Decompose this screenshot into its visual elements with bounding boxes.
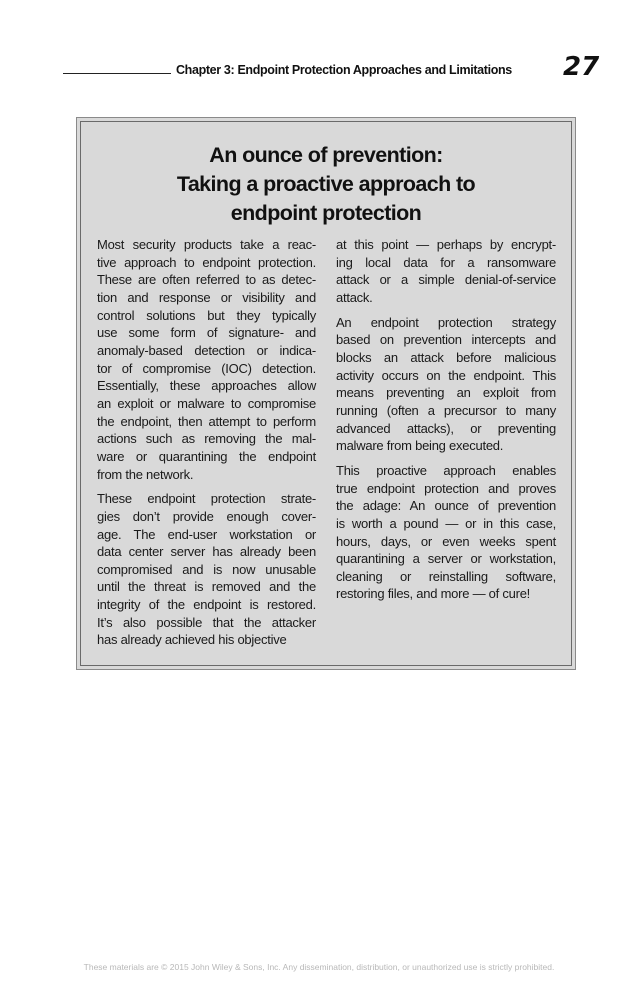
paragraph <box>97 490 316 649</box>
text-line: tor of compromise (IOC) detection. <box>97 360 316 376</box>
sidebar-box <box>77 118 575 669</box>
text-line: ware or quarantining the endpoint <box>97 448 316 464</box>
text-line: gies don’t provide enough cover- <box>97 508 316 524</box>
paragraph <box>336 462 556 603</box>
header-rule <box>63 73 171 74</box>
text-line: running (often a precursor to many <box>336 402 556 418</box>
text-line: activity occurs on the endpoint. This <box>336 367 556 383</box>
text-line: from the network. <box>97 466 194 482</box>
text-line: ing local data for a ransomware <box>336 254 556 270</box>
text-line: an exploit or malware to compromise <box>97 395 316 411</box>
sidebar-title <box>77 141 575 228</box>
text-line: means preventing an exploit from <box>336 385 556 401</box>
text-line: cleaning or reinstalling software, <box>336 568 556 584</box>
sidebar-right-column <box>336 236 556 610</box>
text-line: This proactive approach enables <box>336 462 556 478</box>
text-line: malware from being executed. <box>336 438 504 454</box>
sidebar-title-line: An ounce of prevention: <box>209 143 443 167</box>
paragraph <box>336 314 556 455</box>
text-line: These are often referred to as detec- <box>97 272 316 288</box>
copyright-footer: These materials are © 2015 John Wiley & Sons, Inc. Any dissemination, distribution, or unauthorized use is strictly prohibited. <box>83 962 555 972</box>
text-line: quarantining a server or workstation, <box>336 551 556 567</box>
text-line: based on prevention intercepts and <box>336 332 556 348</box>
text-line: It’s also possible that the attacker <box>97 614 316 630</box>
text-line: compromised and is now unusable <box>97 561 316 577</box>
text-line: Essentially, these approaches allow <box>97 378 316 394</box>
page-number: 27 <box>563 52 600 82</box>
text-line: the adage: An ounce of prevention <box>336 498 556 514</box>
sidebar-title-line: Taking a proactive approach to <box>176 172 476 196</box>
text-line: tion and response or visibility and <box>97 289 316 305</box>
text-line: has already achieved his objective <box>97 632 287 648</box>
text-line: is worth a pound — or in this case, <box>336 515 556 531</box>
text-line: the endpoint, then attempt to perform <box>97 413 316 429</box>
text-line: attack or a simple denial-of-service <box>336 272 556 288</box>
text-line: age. The end-user workstation or <box>97 526 316 542</box>
paragraph <box>97 236 316 483</box>
text-line: integrity of the endpoint is restored. <box>97 597 316 613</box>
text-line: anomaly-based detection or indica- <box>97 342 316 358</box>
text-line: These endpoint protection strate- <box>97 491 316 507</box>
sidebar-left-column <box>97 236 316 656</box>
text-line: until the threat is removed and the <box>97 579 316 595</box>
sidebar-title-line: endpoint protection <box>230 201 422 225</box>
text-line: true endpoint protection and proves <box>336 480 556 496</box>
text-line: blocks an attack before malicious <box>336 349 556 365</box>
text-line: restoring files, and more — of cure! <box>336 586 531 602</box>
text-line: data center server has already been <box>97 544 316 560</box>
text-line: at this point — perhaps by encrypt- <box>336 237 556 252</box>
text-line: use some form of signature- and <box>97 325 316 341</box>
text-line: hours, days, or even weeks spent <box>336 533 556 549</box>
text-line: control solutions but they typically <box>97 307 316 323</box>
text-line: An endpoint protection strategy <box>336 314 556 330</box>
text-line: actions such as removing the mal- <box>97 431 316 447</box>
text-line: Most security products take a reac- <box>97 237 316 252</box>
text-line: advanced attacks), or preventing <box>336 420 556 436</box>
chapter-title: Chapter 3: Endpoint Protection Approaches and Limitations <box>176 63 512 77</box>
paragraph <box>336 236 556 307</box>
text-line: tive approach to endpoint protection. <box>97 254 316 270</box>
text-line: attack. <box>336 289 373 305</box>
